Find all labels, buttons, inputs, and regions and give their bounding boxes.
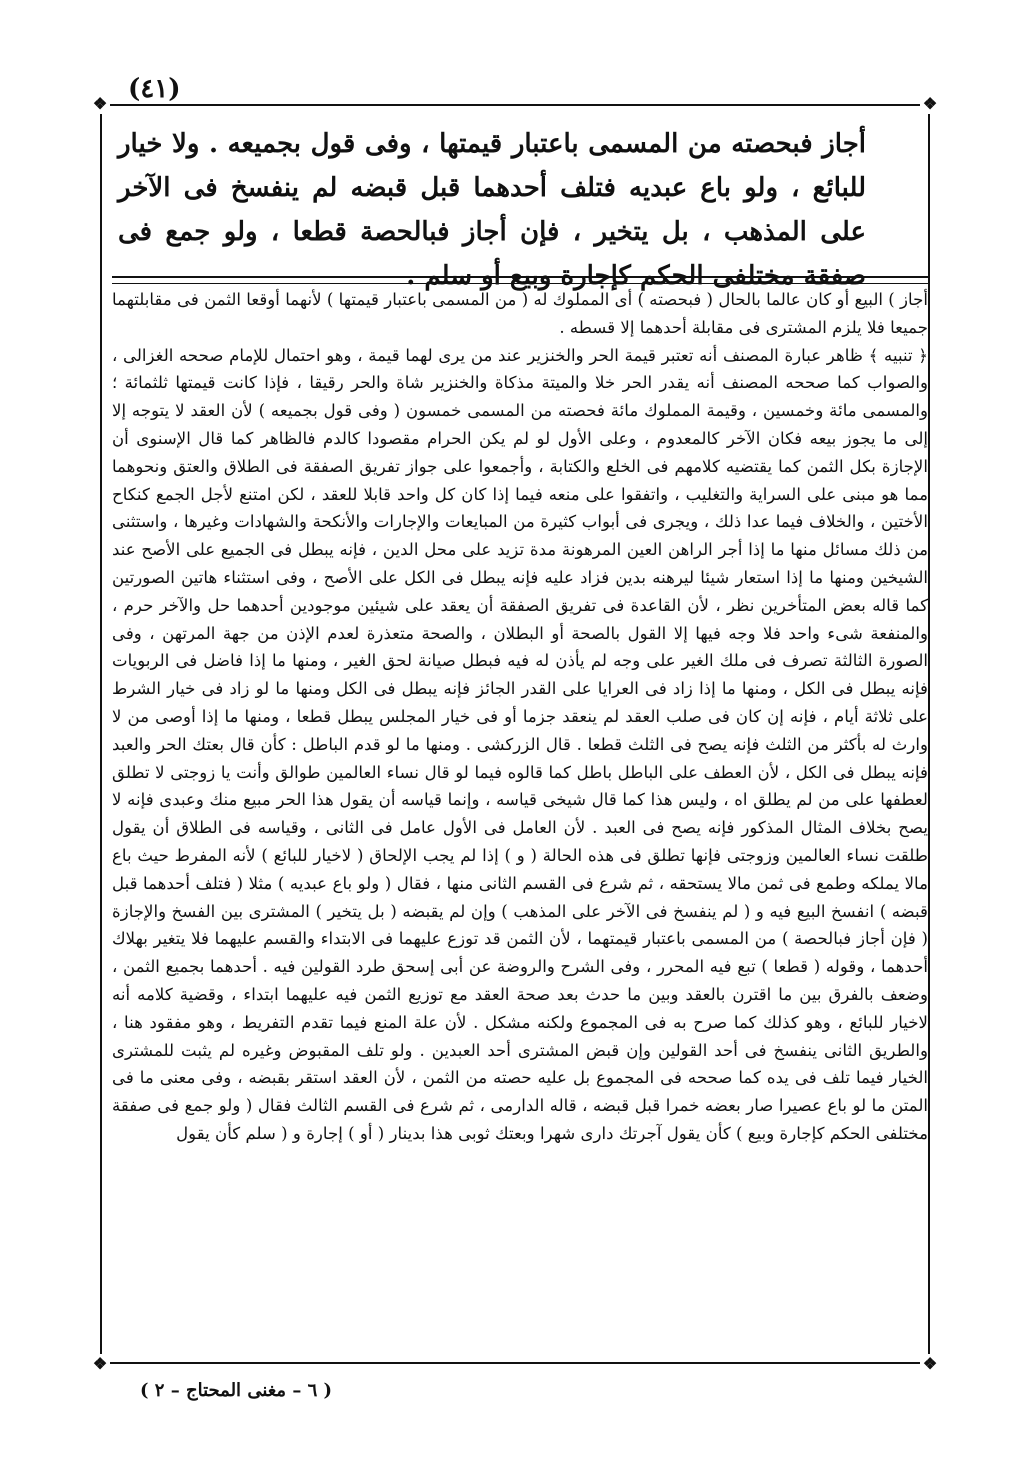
commentary-paragraph-note: ﴿ تنبيه ﴾ ظاهر عبارة المصنف أنه تعتبر قيمة الحر والخنزير عند من يرى لهما قيمة ، وهو احتمال للإمام صححه الغزالى ، والصواب كما صححه المصنف أنه يقدر الحر خلا والميتة مذكاة والخنزير شاة والحر رقيقا ، فإذا كانت قيمتها ثلثمائة ؛ والمسمى مائة وخمسين ، وقيمة المملوك مائة فحصته من المسمى خمسون ( وفى قول بجميعه ) لأن العقد لا يتوجه إلا إلى ما يجوز بيعه فكان الآخر كالمعدوم ، وعلى الأول لو لم يكن الحرام مقصودا كالدم فالظاهر كما قال الإسنوى أن الإجازة بكل الثمن كما يقتضيه كلامهم فى الخلع والكتابة ، وأجمعوا على جواز تفريق الصفقة فى الطلاق والعتق ونحوهما مما هو مبنى على السراية والتغليب ، واتفقوا على منعه فيما إذا كان كل واحد قابلا للعقد ، لكن امتنع لأجل الجمع كنكاح الأختين ، والخلاف فيما عدا ذلك ، ويجرى فى أبواب كثيرة من المبايعات والإجارات والأنكحة والشهادات وغيرها ، واستثنى من ذلك مسائل منها ما إذا أجر الراهن العين المرهونة مدة تزيد على محل الدين ، فإنه يبطل فى الجميع على الأصح عند الشيخين ومنها ما إذا استعار شيئا ليرهنه بدين فزاد عليه فإنه يبطل فى الكل على الأصح ، وفى استثناء هاتين الصورتين كما قاله بعض المتأخرين نظر ، لأن القاعدة فى تفريق الصفقة أن يعقد على شيئين موجودين أحدهما حل والآخر حرم ، والمنفعة شىء واحد فلا وجه فيها إلا القول بالصحة أو البطلان ، والصحة متعذرة لعدم الإذن من جهة المرتهن ، وفى الصورة الثالثة تصرف فى ملك الغير على وجه لم يأذن له فيه فبطل صيانة لحق الغير ، ومنها ما إذا فاضل فى الربويات فإنه يبطل فى الكل ، ومنها ما إذا زاد فى العرايا على القدر الجائز فإنه يبطل فى الكل ومنها ما لو زاد فى خيار الشرط على ثلاثة أيام ، فإنه إن كان فى صلب العقد لم ينعقد جزما أو فى خيار المجلس يبطل قطعا ، ومنها ما إذا أوصى من لا وارث له بأكثر من الثلث فإنه يصح فى الثلث قطعا . قال الزركشى . ومنها ما لو قدم الباطل : كأن قال بعتك الحر والعبد فإنه يبطل فى الكل ، لأن العطف على الباطل باطل كما قالوه فيما لو قال نساء العالمين طوالق وأنت يا زوجتى لا تطلق لعطفها على من لم يطلق اه ، وليس هذا كما قال شيخى قياسه ، وإنما قياسه أن يقول هذا الحر مبيع منك وعبدى فإنه لا يصح بخلاف المثال المذكور فإنه يصح فى العبد . لأن العامل فى الأول عامل فى الثانى ، وقياسه فى الطلاق أن يقول طلقت نساء العالمين وزوجتى فإنها تطلق فى هذه الحالة ( و ) إذا لم يجب الإلحاق ( لاخيار للبائع ) لأنه المفرط حيث باع مالا يملكه وطمع فى ثمن مالا يستحقه ، ثم شرع فى القسم الثانى منها ، فقال ( ولو باع عبديه ) مثلا ( فتلف أحدهما قبل قبضه ) انفسخ البيع فيه و ( لم ينفسخ فى الآخر على المذهب ) وإن لم يقبضه ( بل يتخير ) المشترى بين الفسخ والإجازة ( فإن أجاز فبالحصة ) من المسمى باعتبار قيمتهما ، لأن الثمن قد توزع عليهما فى الابتداء والقسم عليهما فلا يتغير بهلاك أحدهما ، وقوله ( قطعا ) تبع فيه المحرر ، وفى الشرح والروضة عن أبى إسحق طرد القولين فيه . أحدهما بجميع الثمن ، وضعف بالفرق بين ما اقترن بالعقد وبين ما حدث بعد صحة العقد مع توزيع الثمن فيه عليهما ابتداء ، وقضية كلامه أنه لاخيار للبائع ، وهو كذلك كما صرح به فى المجموع ولكنه مشكل . لأن علة المنع فيما تقدم التفريط ، وهو مفقود هنا ، والطريق الثانى ينفسخ فى أحد القولين وإن قبض المشترى أحد العبدين . ولو تلف المقبوض وغيره لم يثبت للمشترى الخيار فيما تلف فى يده كما صححه فى المجموع بل عليه حصته من الثمن ، لأن العقد استقر بقبضه ، وفى معنى ما فى المتن ما لو باع عصيرا صار بعضه خمرا قبل قبضه ، قاله الدارمى ، ثم شرع فى القسم الثالث فقال ( ولو جمع فى صفقة مختلفى الحكم كإجارة وبيع ) كأن يقول آجرتك دارى شهرا وبعتك ثوبى هذا بدينار ( أو ) إجارة و ( سلم كأن يقول (112, 345, 928, 1143)
corner-ornament-icon: ❖ (92, 94, 108, 113)
corner-ornament-icon: ❖ (92, 1354, 108, 1373)
corner-ornament-icon: ❖ (922, 1354, 938, 1373)
frame-right-rule (928, 114, 930, 1354)
frame-left-rule (100, 114, 102, 1354)
commentary-paragraph: أجاز ) البيع أو كان عالما بالحال ( فبحصته ) أى المملوك له ( من المسمى باعتبار قيمتها ) لأنهما أوقعا الثمن فى مقابلتهما جميعا فلا يلزم المشترى فى مقابلة أحدهما إلا قسطه . (112, 290, 928, 337)
main-text-matn: أجاز فبحصته من المسمى باعتبار قيمتها ، وفى قول بجميعه . ولا خيار للبائع ، ولو باع عبديه فتلف أحدهما قبل قبضه لم ينفسخ فى الآخر على المذهب ، بل يتخير ، فإن أجاز فبالحصة قطعا ، ولو جمع فى صفقة مختلفى الحكم كإجارة وبيع أو سلم . (118, 129, 866, 291)
section-divider (112, 276, 928, 284)
page-number: (٤١) (128, 74, 181, 104)
frame-bottom-rule (110, 1362, 920, 1364)
footer-signature: ( ٦ – مغنى المحتاج – ٢ ) (140, 1380, 333, 1401)
commentary-sharh (112, 286, 928, 1148)
frame-top-rule (110, 104, 920, 106)
corner-ornament-icon: ❖ (922, 94, 938, 113)
